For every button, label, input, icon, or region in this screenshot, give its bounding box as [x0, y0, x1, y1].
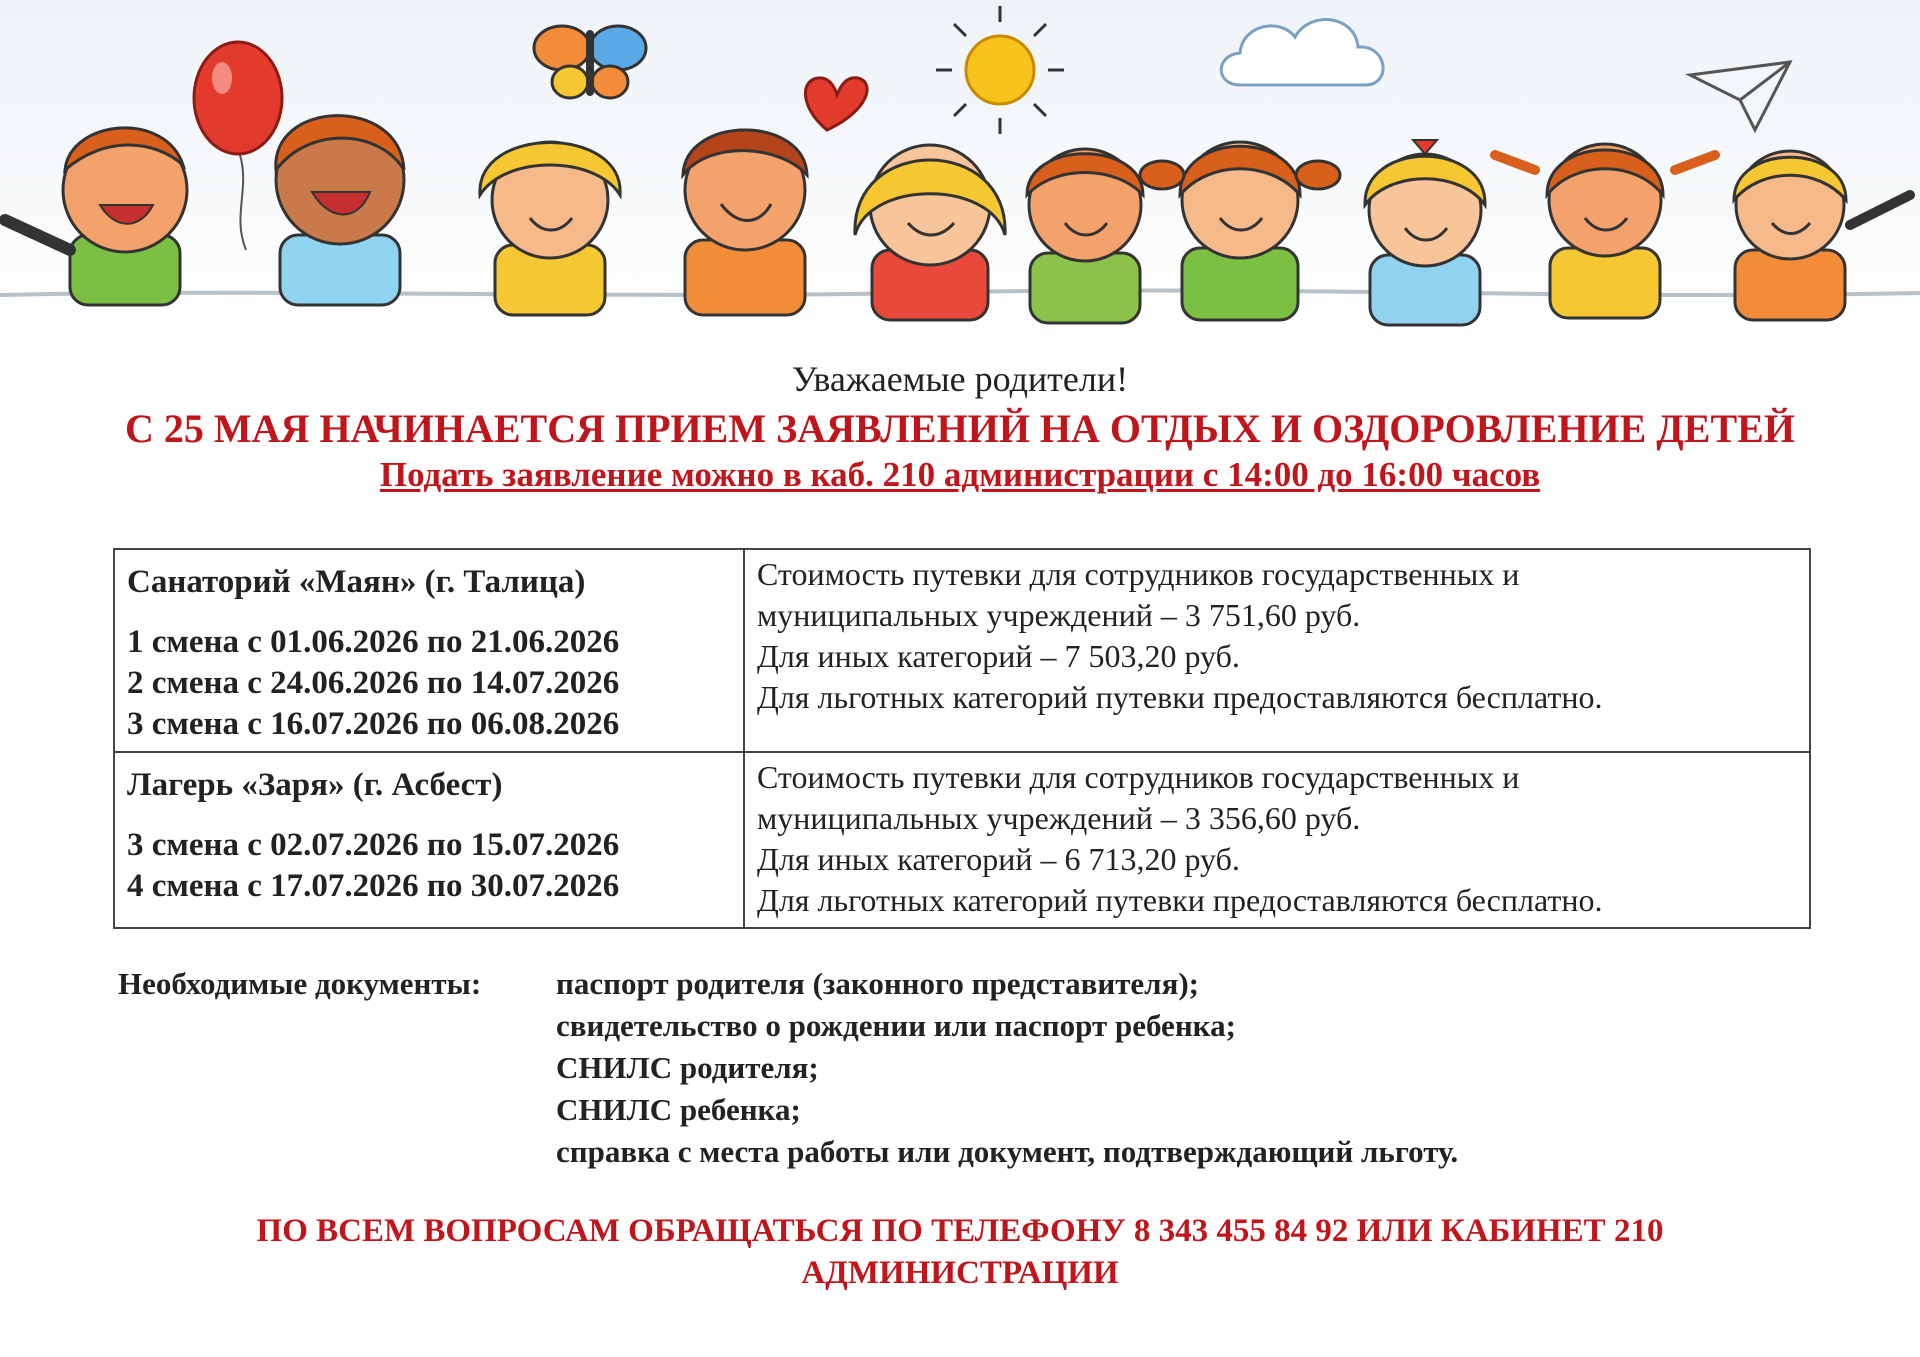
child-figure-3 — [480, 142, 620, 315]
price-line: муниципальных учреждений – 3 356,60 руб. — [757, 800, 1361, 836]
camp-name: Санаторий «Маян» (г. Талица) — [127, 564, 586, 600]
contact-line: АДМИНИСТРАЦИИ — [801, 1255, 1119, 1291]
camp-name: Лагерь «Заря» (г. Асбест) — [127, 767, 503, 803]
subline: Подать заявление можно в каб. 210 администрации с 14:00 до 16:00 часов — [379, 455, 1541, 494]
price-line: Для льготных категорий путевки предоставляются бесплатно. — [757, 679, 1603, 715]
price-cell — [744, 549, 1810, 752]
contact-info — [0, 1210, 1920, 1294]
camp-cell — [114, 752, 744, 928]
price-line: Стоимость путевки для сотрудников государственных и — [757, 759, 1520, 795]
price-line: Для иных категорий – 7 503,20 руб. — [757, 638, 1240, 674]
document-item: свидетельство о рождении или паспорт ребенка; — [556, 1008, 1236, 1043]
document-item: справка с места работы или документ, подтверждающий льготу. — [556, 1134, 1459, 1169]
shift-line: 3 смена с 16.07.2026 по 06.08.2026 — [127, 706, 620, 742]
price-line: Стоимость путевки для сотрудников государственных и — [757, 556, 1520, 592]
document-item: СНИЛС родителя; — [556, 1050, 819, 1085]
contact-line: ПО ВСЕМ ВОПРОСАМ ОБРАЩАТЬСЯ ПО ТЕЛЕФОНУ 8 343 455 84 92 ИЛИ КАБИНЕТ 210 — [256, 1213, 1664, 1249]
child-figure-6 — [1027, 149, 1143, 323]
child-figure-4 — [683, 130, 807, 315]
price-line: муниципальных учреждений – 3 751,60 руб. — [757, 597, 1361, 633]
camps-table — [113, 548, 1811, 929]
kids-banner-illustration — [0, 0, 1920, 345]
shift-line: 4 смена с 17.07.2026 по 30.07.2026 — [127, 868, 620, 904]
price-line: Для льготных категорий путевки предоставляются бесплатно. — [757, 882, 1603, 918]
price-cell — [744, 752, 1810, 928]
table-row — [114, 549, 1810, 752]
child-figure-8 — [1365, 140, 1485, 325]
document-item: паспорт родителя (законного представителя); — [556, 966, 1199, 1001]
documents-label: Необходимые документы: — [118, 966, 482, 1001]
document-item: СНИЛС ребенка; — [556, 1092, 801, 1127]
camp-cell — [114, 549, 744, 752]
shift-line: 2 смена с 24.06.2026 по 14.07.2026 — [127, 665, 620, 701]
price-line: Для иных категорий – 6 713,20 руб. — [757, 841, 1240, 877]
shift-line: 3 смена с 02.07.2026 по 15.07.2026 — [127, 827, 620, 863]
documents-list — [556, 963, 1458, 1173]
shift-line: 1 смена с 01.06.2026 по 21.06.2026 — [127, 624, 620, 660]
headline: С 25 МАЯ НАЧИНАЕТСЯ ПРИЕМ ЗАЯВЛЕНИЙ НА ОТДЫХ И ОЗДОРОВЛЕНИЕ ДЕТЕЙ — [125, 406, 1795, 451]
table-row — [114, 752, 1810, 928]
greeting: Уважаемые родители! — [791, 359, 1129, 399]
child-figure-2 — [276, 116, 404, 305]
